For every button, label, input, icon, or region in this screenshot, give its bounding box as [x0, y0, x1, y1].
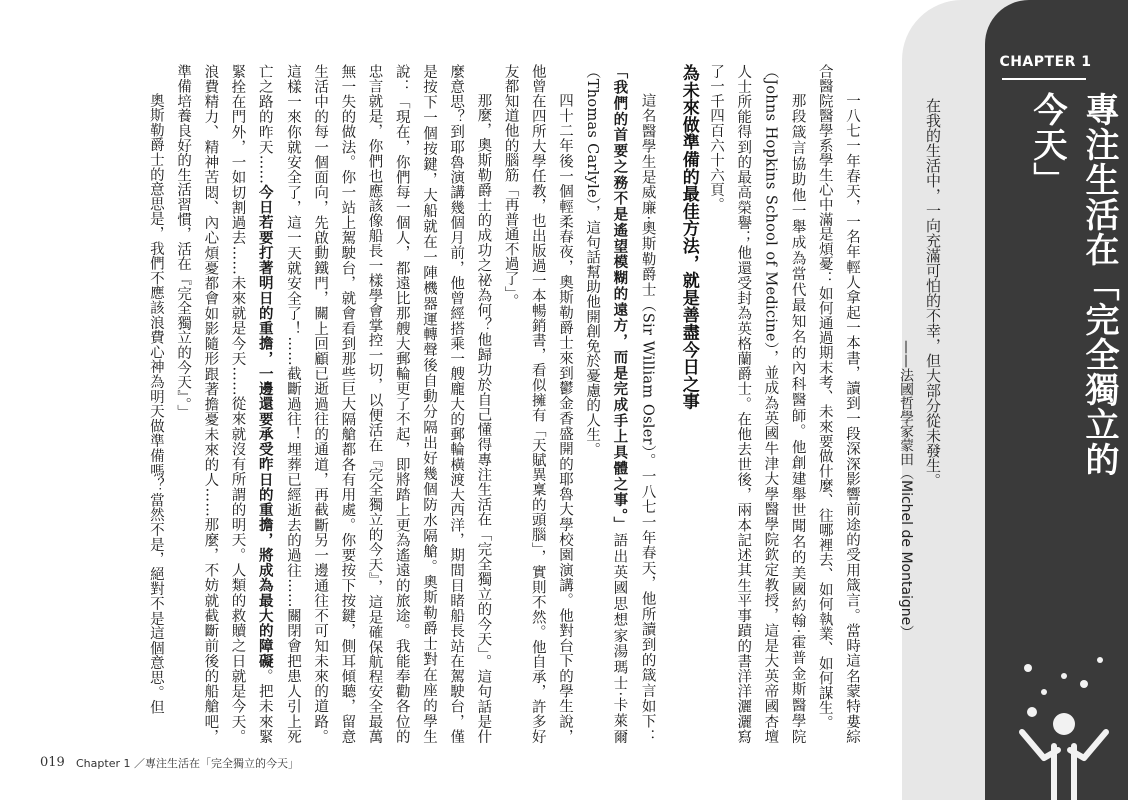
paragraph-5	[169, 64, 496, 744]
page-number: 019	[40, 755, 65, 770]
epigraph-attribution: ——法國哲學家蒙田（Michel de Montaigne）	[898, 340, 914, 640]
section-heading: 為未來做準備的最佳方法，就是善盡今日之事	[678, 64, 699, 410]
chapter-label-underline	[1002, 78, 1086, 80]
carlyle-quote: 「我們的首要之務不是遙望模糊的遠方，而是完成手上具體之事。」	[611, 64, 629, 533]
epigraph-quote: 在我的生活中，一向充滿可怕的不幸，但大部分從未發生。	[924, 98, 942, 488]
chapter-title: 專注生活在「完全獨立的今天」	[1027, 92, 1119, 477]
paragraph-3	[578, 64, 661, 744]
paragraph-3-tail: 語出英國思想家湯瑪士‧卡萊爾（Thomas Carlyle），這句話幫助他開創免於憂慮的人生。	[584, 64, 628, 744]
paragraph-5-tail: 。把未來緊緊拴在門外，一如切割過去……未來就是今天……從來就沒有所謂的明天。人類的救贖之日就是今天。浪費精力、精神苦悶、內心煩憂都會如影隨形跟著擔憂未來的人……那麼，不妨就截斷前後的船艙吧，準備培養良好的生活習慣，活在『完全獨立的今天』。」	[175, 64, 273, 744]
body-text-block	[60, 64, 865, 744]
person-arms-raised-icon	[1000, 640, 1128, 800]
running-head: Chapter 1 ／專注生活在「完全獨立的今天」	[76, 757, 299, 770]
paragraph-1: 一八七一年春天，一名年輕人拿起一本書，讀到一段深深影響前途的受用箴言。當時這名蒙特婁綜合醫院醫學系學生心中滿是煩憂：如何通過期末考、未來要做什麼、往哪裡去、如何執業、如何謀生。	[816, 64, 860, 744]
paragraph-6: 奧斯勒爵士的意思是，我們不應該浪費心神為明天做準備嗎？當然不是，絕對不是這個意思。但	[147, 93, 164, 715]
chapter-label: CHAPTER 1	[999, 54, 1092, 70]
paragraph-2: 那段箴言協助他一舉成為當代最知名的內科醫師。他創建舉世聞名的美國約翰‧霍普金斯醫學院（Johns Hopkins School of Medicine），並成為英國牛津大學醫學院欽定教授，這是大英帝國杏壇人士所能得到的最高榮譽；他還受封為英格蘭爵士。在他去世後，兩本記述其生平事蹟的書洋洋灑灑寫了一千四百六十六頁。	[707, 64, 806, 744]
paragraph-4: 四十二年後一個輕柔春夜，奧斯勒爵士來到鬱金香盛開的耶魯大學校園演講。他對台下的學生說，他曾在四所大學任教，也出版過一本暢銷書，看似擁有「天賦異稟的頭腦」，實則不然。他自承，許多好友都知道他的腦筋「再普通不過了」。	[502, 64, 573, 744]
paragraph-3-lead: 這名醫學生是威廉‧奧斯勒爵士（Sir William Osler）。一八七一年春天，他所讀到的箴言如下：	[639, 93, 656, 744]
paragraph-5-lead: 那麼，奧斯勒爵士的成功之祕為何？他歸功於自己懂得專注生活在「完全獨立的今天」。這句話是什麼意思？到耶魯演講幾個月前，他曾經搭乘一艘龐大的郵輪橫渡大西洋，期間目睹船長站在駕駛台，僅是按下一個按鍵，大船就在一陣機器運轉聲後自動分隔出好幾個防水隔艙。奧斯勒爵士對在座的學生說：「現在，你們每一個人，都遠比那艘大郵輪更了不起，即將踏上更為遙遠的旅途。我能奉勸各位的忠言就是，你們也應該像船長一樣學會掌控一切，以便活在『完全獨立的今天』，這是確保航程安全最萬無一失的做法。你一站上駕駛台，就會看到那些巨大隔艙都各有用處。你要按下按鍵，側耳傾聽，留意生活中的每一個面向，先啟動鐵門，關上回顧已逝過往的通道，再截斷另一邊通往不可知未來的道路。這樣一來你就安全了，這一天就安全了！……截斷過往！埋葬已經逝去的過往……關閉會把患人引上死亡之路的昨天……	[256, 64, 492, 744]
paragraph-5-emphasis: 今日若要打著明日的重擔，一邊還要承受昨日的重擔，將成為最大的障礙	[256, 184, 274, 669]
body-text	[142, 64, 865, 744]
